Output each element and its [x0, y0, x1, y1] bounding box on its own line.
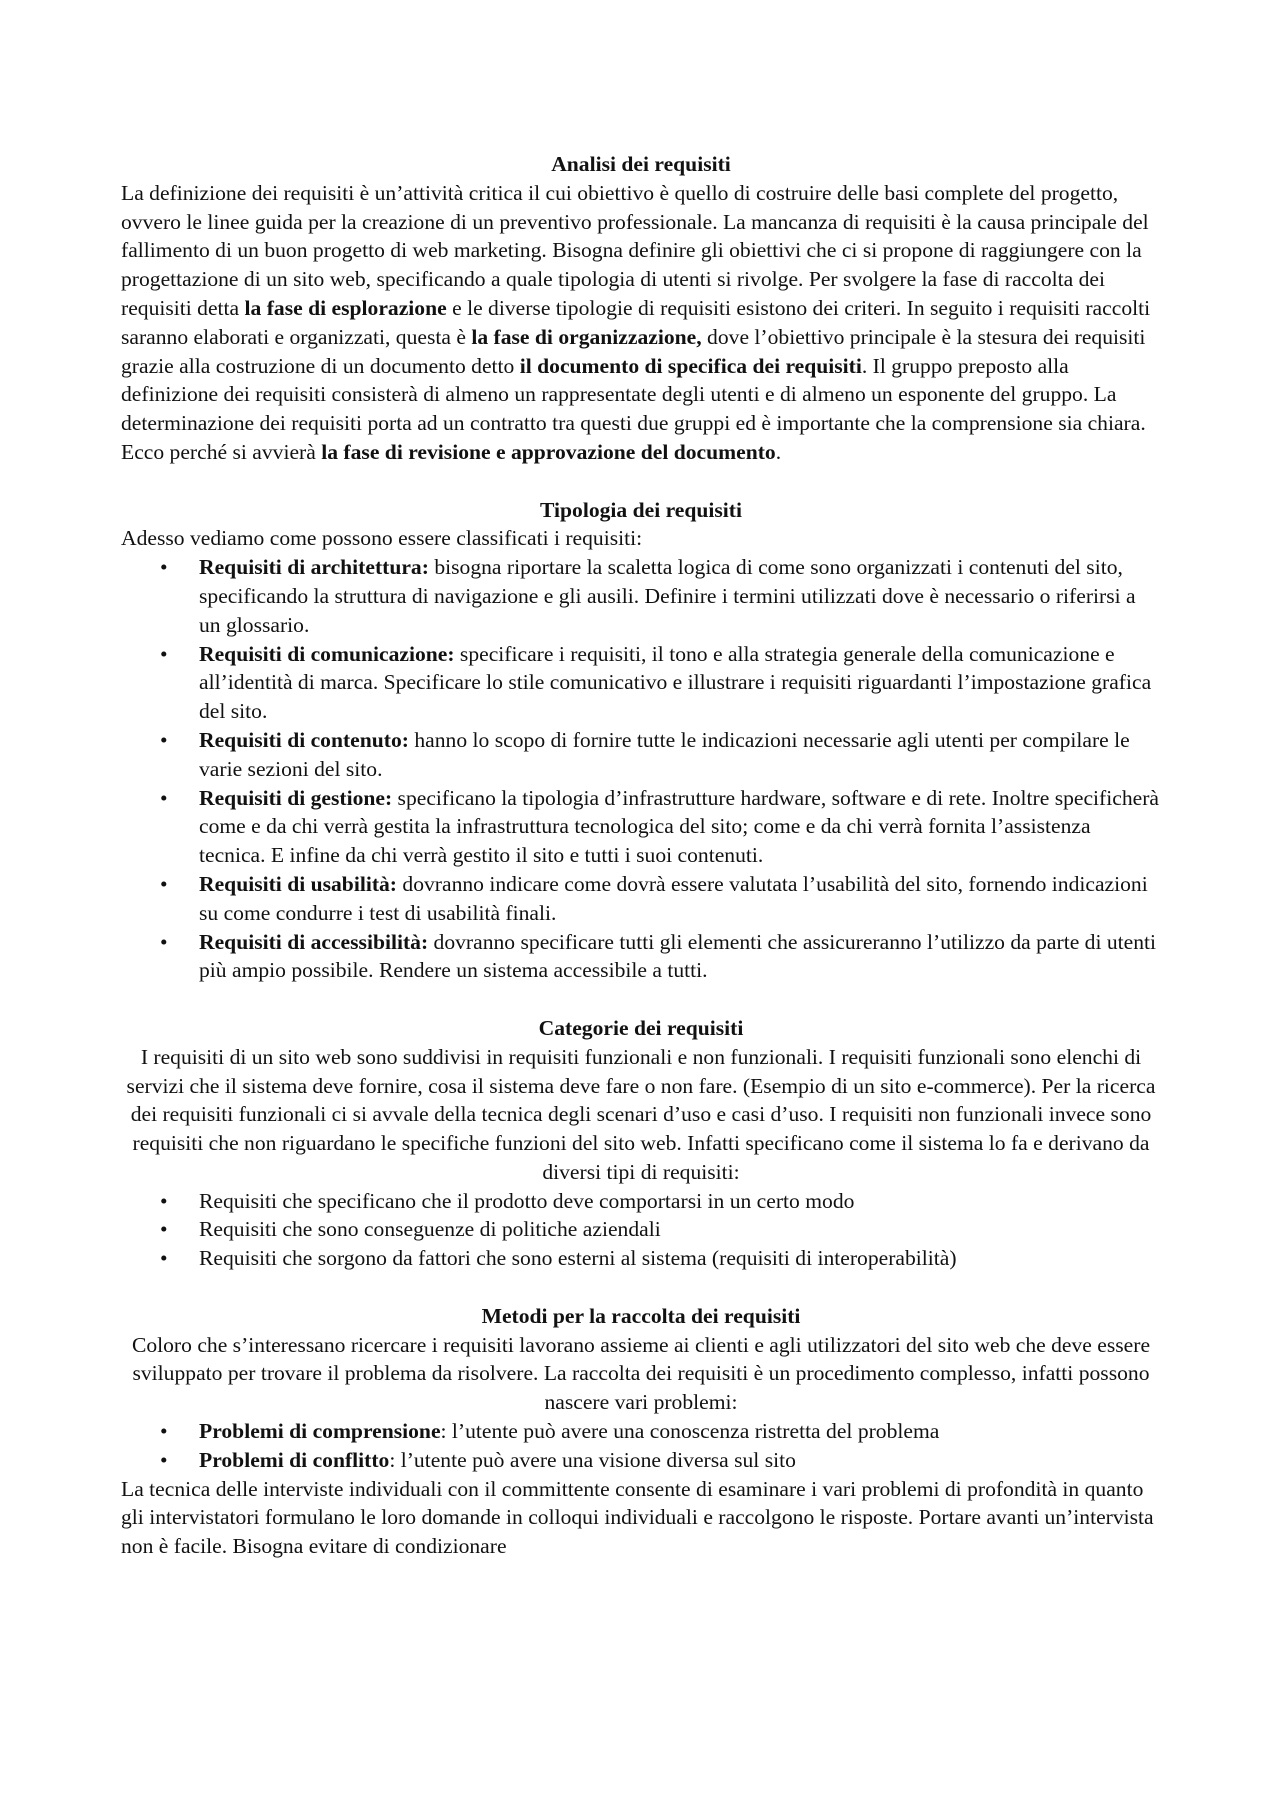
paragraph-tipologia-intro: Adesso vediamo come possono essere classificati i requisiti: [121, 526, 643, 551]
list-item: • Requisiti che sorgono da fattori che sono esterni al sistema (requisiti di interoperabilità) [121, 1244, 1161, 1273]
list-item: • Requisiti di comunicazione: specificare i requisiti, il tono e alla strategia generale della comunicazione e all’identità di marca. Specificare lo stile comunicativo e illustrare i requisiti riguardanti l’impostazione grafica del sito. [160, 641, 1152, 724]
paragraph-categorie: I requisiti di un sito web sono suddivisi in requisiti funzionali e non funzionali. I requisiti funzionali sono elenchi di servizi che il sistema deve fornire, cosa il sistema deve fare o non fare. (Esempio di un sito e-commerce). Per la ricerca dei requisiti funzionali ci si avvale della tecnica degli scenari d’uso e casi d’uso. I requisiti non funzionali invece sono requisiti che non riguardano le specifiche funzioni del sito web. Infatti specificano come il sistema lo fa e derivano da diversi tipi di requisiti: [126, 1044, 1156, 1184]
bullet-icon: • [160, 641, 168, 666]
section-title-analisi: Analisi dei requisiti [551, 152, 731, 176]
bullet-icon: • [160, 555, 168, 580]
paragraph-interviste: La tecnica delle interviste individuali con il committente consente di esaminare i vari problemi di profondità in quanto gli intervistatori formulano le loro domande in colloqui individuali e raccolgono le risposte. Portare avanti un’intervista non è facile. Bisogna evitare di condizionare [121, 1476, 1154, 1559]
list-item: • Requisiti di contenuto: hanno lo scopo di fornire tutte le indicazioni necessarie agli utenti per compilare le varie sezioni del sito. [160, 727, 1130, 781]
list-item: • Requisiti di usabilità: dovranno indicare come dovrà essere valutata l’usabilità del sito, fornendo indicazioni su come condurre i test di usabilità finali. [160, 871, 1148, 925]
list-item: • Problemi di conflitto: l’utente può avere una visione diversa sul sito [121, 1446, 1161, 1475]
spacer [121, 1273, 1161, 1302]
document-content [121, 150, 1161, 1561]
section-title-metodi: Metodi per la raccolta dei requisiti [481, 1303, 801, 1328]
paragraph-analisi: La definizione dei requisiti è un’attività critica il cui obiettivo è quello di costruire delle basi complete del progetto, ovvero le linee guida per la creazione di un preventivo professionale. La mancanza di requisiti è la causa principale del fallimento di un buon progetto di web marketing. Bisogna definire gli obiettivi che ci si propone di raggiungere con la progettazione di un sito web, specificando a quale tipologia di utenti si rivolge. Per svolgere la fase di raccolta dei requisiti detta la fase di esplorazione e le diverse tipologie di requisiti esistono dei criteri. In seguito i requisiti raccolti saranno elaborati e organizzati, questa è la fase di organizzazione, dove l’obiettivo principale è la stesura dei requisiti grazie alla costruzione di un documento detto il documento di specifica dei requisiti. Il gruppo preposto alla definizione dei requisiti consisterà di almeno un rappresentate degli utenti e di almeno un esponente del gruppo. La determinazione dei requisiti porta ad un contratto tra questi due gruppi ed è importante che la comprensione sia chiara. Ecco perché si avvierà la fase di revisione e approvazione del documento. [121, 180, 1151, 464]
list-tipologia [121, 553, 1161, 985]
bullet-icon: • [160, 1419, 168, 1444]
list-item: • Problemi di comprensione: l’utente può avere una conoscenza ristretta del problema [121, 1417, 1161, 1446]
spacer [121, 467, 1161, 496]
bullet-icon: • [160, 785, 168, 810]
list-item: • Requisiti che specificano che il prodotto deve comportarsi in un certo modo [121, 1187, 1161, 1216]
bullet-icon: • [160, 1246, 168, 1271]
bullet-icon: • [160, 727, 168, 752]
bullet-icon: • [160, 1188, 168, 1213]
list-item: • Requisiti di accessibilità: dovranno specificare tutti gli elementi che assicureranno l’utilizzo da parte di utenti più ampio possibile. Rendere un sistema accessibile a tutti. [160, 929, 1157, 983]
bullet-icon: • [160, 929, 168, 954]
bullet-icon: • [160, 1217, 168, 1242]
paragraph-metodi: Coloro che s’interessano ricercare i requisiti lavorano assieme ai clienti e agli utilizzatori del sito web che deve essere sviluppato per trovare il problema da risolvere. La raccolta dei requisiti è un procedimento complesso, infatti possono nascere vari problemi: [131, 1332, 1151, 1415]
list-categorie [121, 1187, 1161, 1273]
list-item: • Requisiti di architettura: bisogna riportare la scaletta logica di come sono organizzati i contenuti del sito, specificando la struttura di navigazione e gli ausili. Definire i termini utilizzati dove è necessario o riferirsi a un glossario. [160, 555, 1136, 637]
bullet-icon: • [160, 871, 168, 896]
list-item: • Requisiti di gestione: specificano la tipologia d’infrastrutture hardware, software e di rete. Inoltre specificherà come e da chi verrà gestita la infrastruttura tecnologica del sito; come e da chi verrà fornita l’assistenza tecnica. E infine da chi verrà gestito il sito e tutti i suoi contenuti. [160, 785, 1159, 868]
section-title-tipologia: Tipologia dei requisiti [540, 497, 742, 522]
list-item: • Requisiti che sono conseguenze di politiche aziendali [121, 1215, 1161, 1244]
list-metodi [121, 1417, 1161, 1475]
bullet-icon: • [160, 1447, 168, 1472]
section-title-categorie: Categorie dei requisiti [538, 1015, 744, 1040]
spacer [121, 985, 1161, 1014]
